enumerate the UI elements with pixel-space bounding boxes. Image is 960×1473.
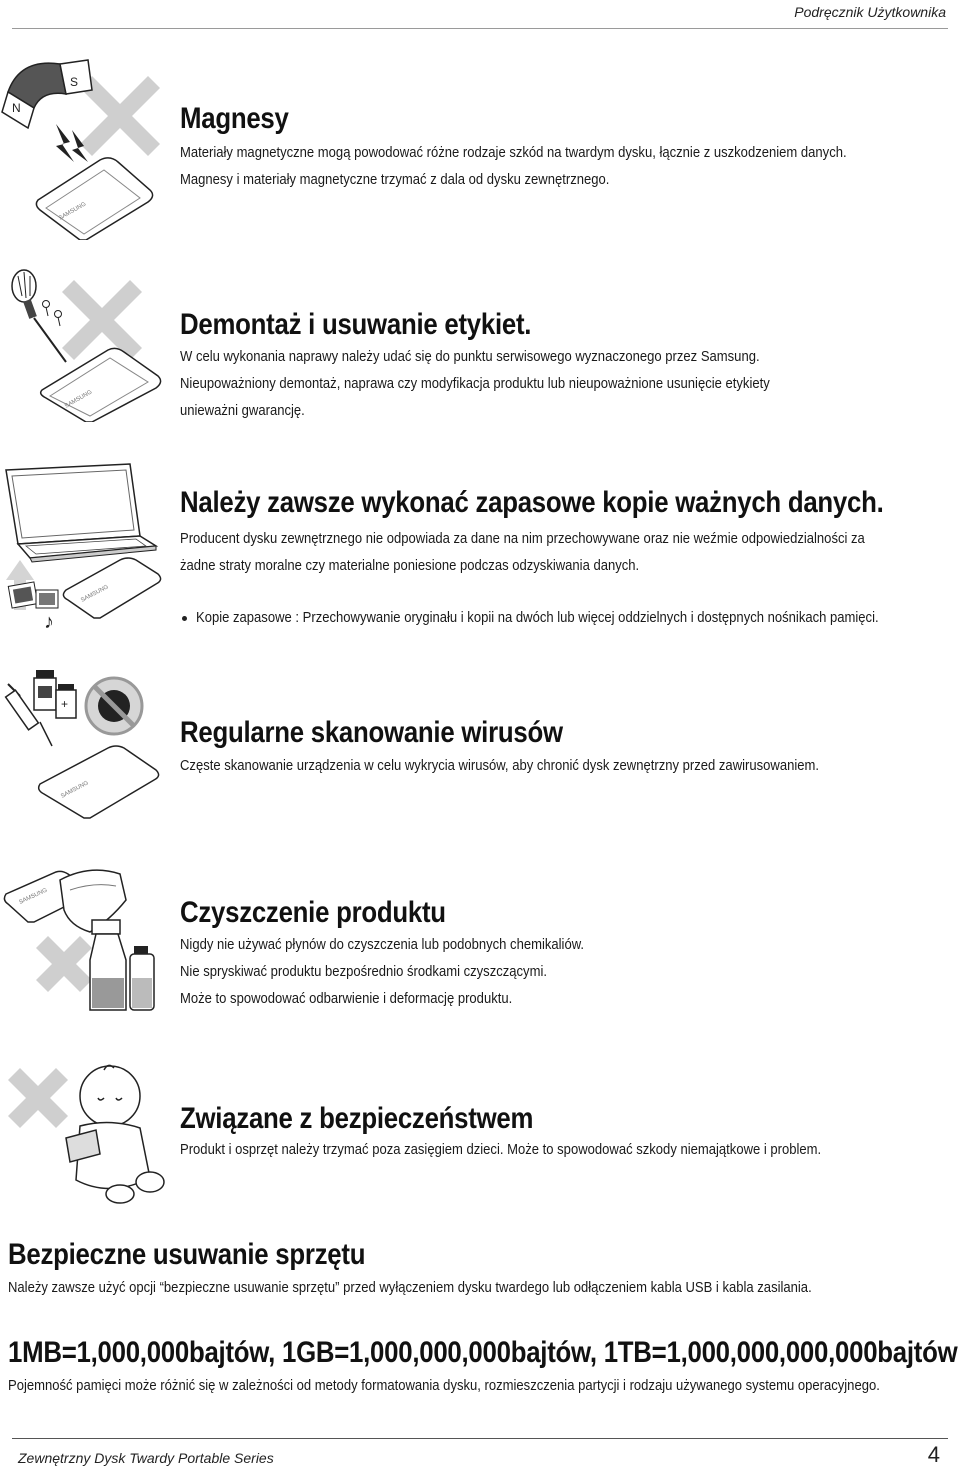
svg-text:SAMSUNG: SAMSUNG	[80, 584, 110, 604]
section-heading-backup: Należy zawsze wykonać zapasowe kopie ważnych danych.	[180, 486, 884, 519]
magnet-icon	[2, 60, 92, 128]
prohibited-x-icon	[36, 936, 92, 992]
section-text-safe-removal-1: Należy zawsze użyć opcji “bezpieczne usuwanie sprzętu” przed wyłączeniem dysku twardego lub odłączeniem kabla USB i kabla zasilania.	[8, 1280, 812, 1296]
page-number: 4	[927, 1442, 940, 1467]
cleaning-illustration	[0, 860, 175, 1030]
bottle-icon	[130, 946, 154, 1010]
prohibited-x-icon	[62, 280, 142, 360]
header-title: Podręcznik Użytkownika	[794, 4, 946, 20]
screws-icon	[43, 301, 62, 327]
section-heading-disassembly: Demontaż i usuwanie etykiet.	[180, 308, 532, 341]
svg-text:SAMSUNG: SAMSUNG	[18, 887, 49, 906]
section-text-backup-2: żadne straty moralne czy materialne poniesione podczas odzyskiwania danych.	[180, 558, 640, 574]
section-heading-cleaning: Czyszczenie produktu	[180, 896, 446, 929]
hard-drive-icon	[63, 558, 160, 618]
section-heading-virus: Regularne skanowanie wirusów	[180, 716, 563, 749]
section-text-safety-1: Produkt i osprzęt należy trzymać poza zasięgiem dzieci. Może to spowodować szkody niemajątkowe i problem.	[180, 1142, 822, 1158]
section-text-capacity-1: Pojemność pamięci może różnić się w zależności od metody formatowania dysku, rozmieszczenia partycji i rodzaju używanego systemu operacyjnego.	[8, 1378, 880, 1394]
section-heading-magnets: Magnesy	[180, 102, 289, 135]
section-text-disassembly-1: W celu wykonania naprawy należy udać się do punktu serwisowego wyznaczonego przez Samsung.	[180, 349, 760, 365]
section-heading-safety: Związane z bezpieczeństwem	[180, 1102, 534, 1135]
section-text-disassembly-2: Nieupoważniony demontaż, naprawa czy modyfikacja produktu lub nieupoważnione usunięcie etykiety	[180, 376, 770, 392]
section-bullet-backup: Kopie zapasowe : Przechowywanie oryginału i kopii na dwóch lub więcej oddzielnych i dostępnych nośnikach pamięci.	[196, 610, 879, 626]
laptop-icon	[6, 464, 156, 562]
section-text-cleaning-2: Nie spryskiwać produktu bezpośrednio środkami czyszczącymi.	[180, 964, 547, 980]
disassembly-illustration	[0, 262, 175, 422]
magnet-illustration	[0, 50, 175, 240]
footer-divider	[12, 1438, 948, 1439]
hard-drive-icon	[36, 158, 152, 240]
prohibited-x-icon	[8, 1068, 68, 1128]
no-virus-icon	[86, 678, 142, 734]
section-text-backup-1: Producent dysku zewnętrznego nie odpowiada za dane na nim przechowywane oraz nie weźmie odpowiedzialności za	[180, 531, 865, 547]
baby-icon	[66, 1065, 164, 1203]
svg-text:SAMSUNG: SAMSUNG	[64, 389, 94, 410]
safety-illustration	[0, 1058, 175, 1208]
section-heading-capacity: 1MB=1,000,000bajtów, 1GB=1,000,000,000bajtów, 1TB=1,000,000,000,000bajtów	[8, 1336, 958, 1369]
medicine-bottle-icon	[34, 670, 76, 718]
photo-icon	[8, 582, 58, 608]
section-text-cleaning-1: Nigdy nie używać płynów do czyszczenia lub podobnych chemikaliów.	[180, 937, 585, 953]
section-text-cleaning-3: Może to spowodować odbarwienie i deformację produktu.	[180, 991, 513, 1007]
spray-bottle-icon	[90, 920, 126, 1010]
svg-text:SAMSUNG: SAMSUNG	[60, 780, 90, 800]
bullet-point	[182, 616, 187, 621]
virus-illustration	[0, 662, 175, 832]
svg-text:SAMSUNG: SAMSUNG	[58, 201, 88, 222]
section-text-magnets-2: Magnesy i materiały magnetyczne trzymać z dala od dysku zewnętrznego.	[180, 172, 610, 188]
section-text-magnets-1: Materiały magnetyczne mogą powodować różne rodzaje szkód na twardym dysku, łącznie z uszkodzeniem danych.	[180, 145, 847, 161]
section-text-disassembly-3: unieważni gwarancję.	[180, 403, 305, 419]
section-text-virus-1: Częste skanowanie urządzenia w celu wykrycia wirusów, aby chronić dysk zewnętrzny przed zawirusowaniem.	[180, 758, 819, 774]
hard-drive-icon	[39, 746, 159, 818]
header-divider	[12, 28, 948, 29]
backup-illustration	[0, 460, 175, 630]
svg-text:S: S	[70, 75, 79, 89]
footer-title: Zewnętrzny Dysk Twardy Portable Series	[18, 1450, 274, 1466]
hard-drive-icon	[41, 348, 161, 422]
svg-text:♪: ♪	[44, 611, 54, 630]
section-heading-safe-removal: Bezpieczne usuwanie sprzętu	[8, 1238, 366, 1271]
music-note-icon	[44, 611, 54, 630]
svg-text:+: +	[61, 697, 69, 711]
svg-text:N: N	[12, 101, 21, 115]
